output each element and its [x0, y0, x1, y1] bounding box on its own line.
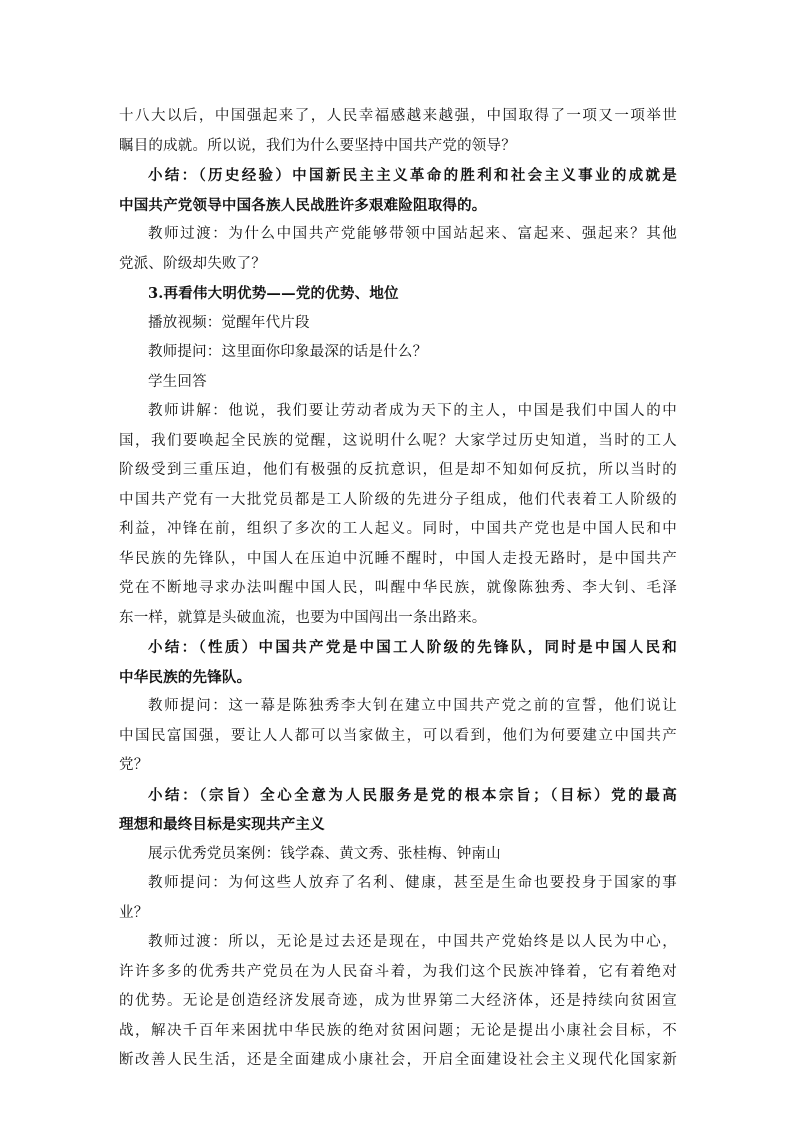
summary-line: 理想和最终目标是实现共产主义	[119, 816, 325, 833]
summary-line: 中华民族的先锋队。	[119, 668, 252, 686]
paragraph-line: 国，我们要唤起全民族的觉醒，这说明什么呢？大家学过历史知道，当时的工人	[119, 432, 677, 449]
paragraph-line: 教师提问：这里面你印象最深的话是什么？	[148, 344, 428, 360]
paragraph-line: 党？	[119, 757, 149, 773]
paragraph-line: 业？	[119, 904, 149, 921]
paragraph-line: 阶级受到三重压迫，他们有极强的反抗意识，但是却不知如何反抗，所以当时的	[119, 462, 677, 478]
paragraph-line: 断改善人民生活，还是全面建成小康社会，开启全面建设社会主义现代化国家新	[119, 1052, 677, 1068]
paragraph-line: 中国共产党有一大批党员都是工人阶级的先进分子组成，他们代表着工人阶级的	[119, 491, 677, 508]
paragraph-line: 教师讲解：他说，我们要让劳动者成为天下的主人，中国是我们中国人的中	[148, 403, 677, 419]
paragraph-line: 中国民富国强，要让人人都可以当家做主，可以看到，他们为何要建立中国共产	[119, 727, 677, 744]
paragraph-line: 战，解决千百年来困扰中华民族的绝对贫困问题；无论是提出小康社会目标，不	[119, 1022, 677, 1039]
paragraph-line: 播放视频：觉醒年代片段	[148, 314, 310, 331]
paragraph-line: 华民族的先锋队，中国人在压迫中沉睡不醒时，中国人走投无路时，是中国共产	[119, 550, 677, 567]
summary-line: 小结：（宗旨）全心全意为人民服务是党的根本宗旨；（目标）党的最高	[148, 786, 677, 804]
summary-line: 中国共产党领导中国各族人民战胜许多艰难险阻取得的。	[119, 196, 487, 214]
paragraph-line: 利益，冲锋在前，组织了多次的工人起义。同时，中国共产党也是中国人民和中	[119, 521, 677, 537]
summary-line: 小结：（历史经验）中国新民主主义革命的胜利和社会主义事业的成就是	[148, 167, 677, 184]
paragraph-line: 瞩目的成就。所以说，我们为什么要坚持中国共产党的领导？	[119, 137, 516, 154]
paragraph-line: 教师过渡：所以，无论是过去还是现在，中国共产党始终是以人民为中心，	[148, 934, 677, 950]
paragraph-line: 许许多多的优秀共产党员在为人民奋斗着，为我们这个民族冲锋着，它有着绝对	[119, 963, 677, 980]
summary-line: 小结：（性质）中国共产党是中国工人阶级的先锋队，同时是中国人民和	[148, 639, 677, 656]
section-heading: 3.再看伟大明优势——党的优势、地位	[148, 285, 399, 302]
paragraph-line: 十八大以后，中国强起来了，人民幸福感越来越强，中国取得了一项又一项举世	[119, 108, 677, 124]
paragraph-line: 教师提问：为何这些人放弃了名利、健康，甚至是生命也要投身于国家的事	[148, 875, 677, 891]
paragraph-line: 教师提问：这一幕是陈独秀李大钊在建立中国共产党之前的宣誓，他们说让	[148, 698, 677, 714]
paragraph-line: 的优势。无论是创造经济发展奇迹，成为世界第二大经济体，还是持续向贫困宣	[119, 993, 677, 1009]
paragraph-line: 党在不断地寻求办法叫醒中国人民，叫醒中华民族，就像陈独秀、李大钊、毛泽	[119, 580, 677, 596]
paragraph-line: 学生回答	[148, 373, 207, 390]
paragraph-line: 党派、阶级却失败了？	[119, 255, 266, 272]
paragraph-line: 展示优秀党员案例：钱学森、黄文秀、张桂梅、钟南山	[148, 845, 501, 862]
paragraph-line: 东一样，就算是头破血流，也要为中国闯出一条出路来。	[119, 609, 487, 626]
paragraph-line: 教师过渡：为什么中国共产党能够带领中国站起来、富起来、强起来？其他	[148, 226, 677, 242]
document-page	[119, 102, 677, 1076]
